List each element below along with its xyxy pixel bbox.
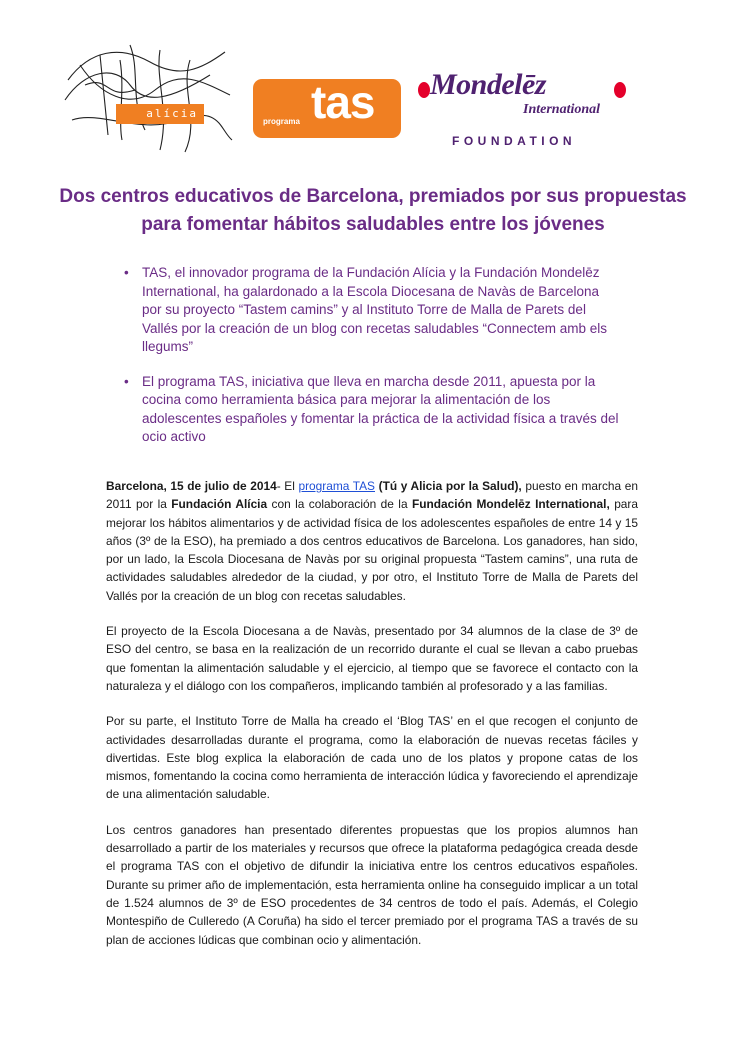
tas-logo-big: tas <box>311 76 375 128</box>
bold-text: Fundación Alícia <box>171 497 268 512</box>
text: con la colaboración de la <box>267 497 412 512</box>
highlights-list <box>130 264 622 463</box>
list-item-text: • El programa TAS, iniciativa que lleva en marcha desde 2011, apuesta por la cocina como herramienta básica para mejorar la alimentación de los adolescentes españoles y fomentar la práctica de la actividad física a través del ocio activo <box>142 373 619 444</box>
alicia-logo <box>60 40 235 158</box>
mondelez-international: International <box>523 102 601 117</box>
paragraph-4: Los centros ganadores han presentado diferentes propuestas que los propios alumnos han desarrollado a partir de los materiales y recursos que ofrece la plataforma pedagógica creada desde el programa TAS con el objetivo de difundir la iniciativa entre los centros educativos españoles. Durante su primer año de implementación, esta herramienta online ha conseguido implicar a un total de 1.524 alumnos de 3º de ESO procedentes de 34 centros de todo el país. Además, el Colegio Montespiño de Culleredo (A Coruña) ha sido el tercer premiado por el programa TAS a través de su plan de acciones lúdicas que combinan ocio y alimentación. <box>106 822 638 947</box>
mondelez-foundation: FOUNDATION <box>452 134 577 148</box>
bold-text: (Tú y Alicia por la Salud), <box>378 479 522 493</box>
mondelez-logo <box>430 68 660 148</box>
logo-bar <box>60 40 680 165</box>
mondelez-dot-icon <box>614 82 626 98</box>
paragraph-2: El proyecto de la Escola Diocesana a de Navàs, presentado por 34 alumnos de la clase de 3º de ESO del centro, se basa en la realización de un recorrido durante el cual se llevan a cabo pruebas que fomentan la alimentación saludable y el ejercicio, al tiempo que se favorece el contacto con la naturaleza y el diálogo con los compañeros, implicando también al profesorado y a las familias. <box>106 624 638 693</box>
page-title: Dos centros educativos de Barcelona, premiados por sus propuestas para fomentar hábitos saludables entre los jóvenes <box>59 186 687 235</box>
paragraph-3: Por su parte, el Instituto Torre de Malla ha creado el ‘Blog TAS’ en el que recogen el conjunto de actividades desarrolladas durante el programa, como la elaboración de nuevas recetas fáciles y divertidas. Este blog explica la elaboración de cada uno de los platos y propone catas de los mismos, fomentando la cocina como herramienta de interacción lúdica y favoreciendo el aprendizaje de una alimentación saludable. <box>106 714 638 802</box>
text: puesto en marcha en 2011 por la <box>106 479 638 512</box>
mondelez-wordmark: Mondelēz <box>430 68 546 101</box>
article-body <box>106 477 638 966</box>
tas-logo <box>253 76 401 138</box>
paragraph-1 <box>106 477 638 605</box>
bold-text: Fundación Mondelēz International, <box>411 497 610 512</box>
dateline: Barcelona, 15 de julio de 2014 <box>106 479 277 493</box>
mondelez-dot-icon <box>418 82 430 98</box>
list-item-text: • TAS, el innovador programa de la Fundación Alícia y la Fundación Mondelēz International, ha galardonado a la Escola Diocesana de Navàs de Barcelona por su proyecto “Tastem camins” y al Instituto Torre de Malla de Parets del Vallés por la creación de un blog con recetas saludables “Connectem amb els llegums” <box>142 265 608 354</box>
text: - El <box>276 479 299 493</box>
alicia-scribble-icon <box>60 40 235 158</box>
tas-logo-small: programa <box>263 117 300 126</box>
text: para mejorar los hábitos alimentarios y de actividad física de los adolescentes españoles de entre 14 y 15 años (3º de la ESO), ha premiado a dos centros educativos de Barcelona. Los ganadores, han sido, por un lado, la Escola Diocesana de Navàs por su original propuesta “Tastem camins”, una ruta de actividades saludables alrededor de la ciudad, y por otro, el Instituto Torre de Malla de Parets del Vallés por la creación de un blog con recetas saludables. <box>106 497 638 603</box>
alicia-label: alícia <box>116 104 204 124</box>
list-item <box>130 373 622 447</box>
list-item <box>130 264 622 357</box>
programa-tas-link[interactable]: programa TAS <box>298 479 375 493</box>
